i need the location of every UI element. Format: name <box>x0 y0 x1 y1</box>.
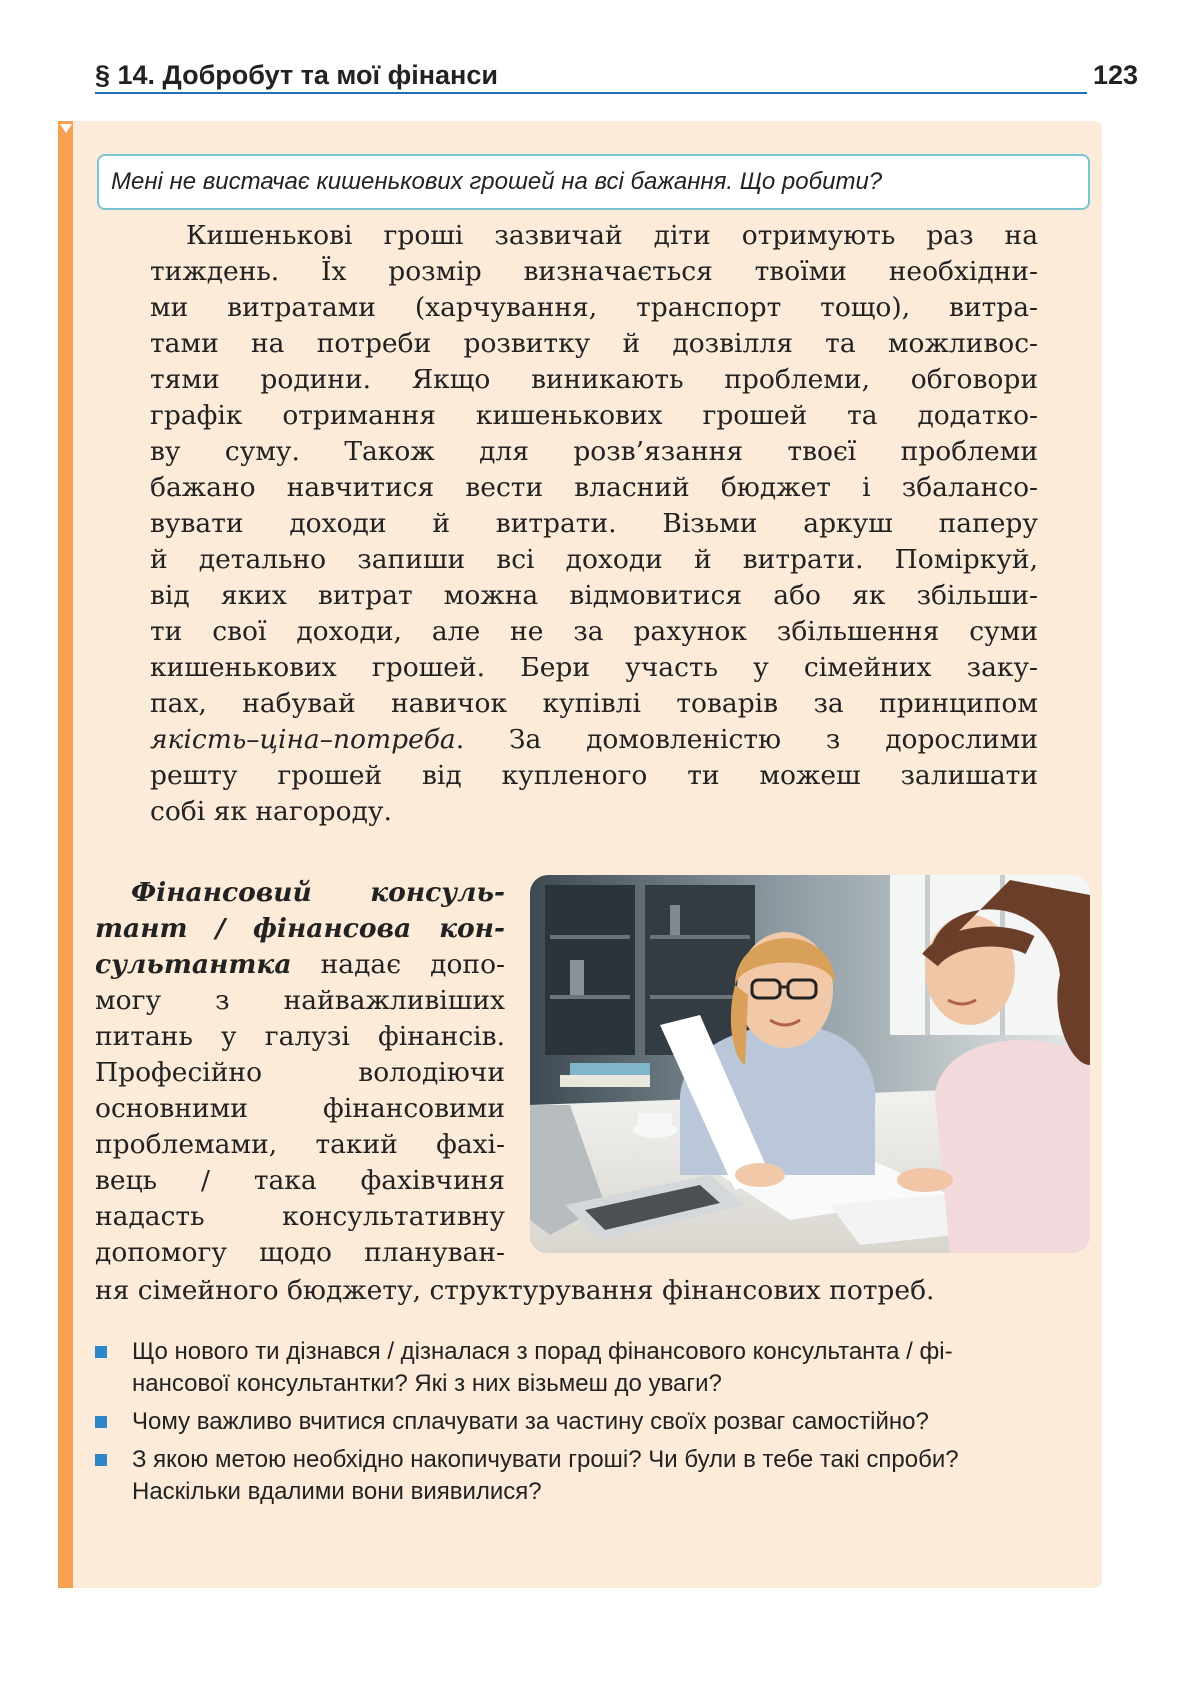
page-header <box>95 56 1138 96</box>
consultant-line: допомогу щодо плануван- <box>95 1237 505 1268</box>
body-line: кишенькових грошей. Бери участь у сімейних заку- <box>150 652 1038 683</box>
body-line: від яких витрат можна відмовитися або як збільши- <box>150 580 1038 611</box>
consultation-photo <box>530 875 1090 1253</box>
question-item <box>95 1336 1095 1400</box>
consultant-text: надає допо- <box>291 949 505 980</box>
consultant-line: проблемами, такий фахі- <box>95 1129 505 1160</box>
body-line: пах, набувай навичок купівлі товарів за принципом <box>150 688 1038 719</box>
consultant-line: основними фінансовими <box>95 1093 505 1124</box>
consultant-line: вець / така фахівчиня <box>95 1165 505 1196</box>
body-line: ми витратами (харчування, транспорт тощо), витра- <box>150 292 1038 323</box>
consultant-line: Професійно володіючи <box>95 1057 505 1088</box>
consultant-line: надасть консультативну <box>95 1201 505 1232</box>
panel-corner-marker <box>60 124 72 133</box>
square-bullet-icon <box>95 1346 107 1358</box>
question-item <box>95 1406 1095 1438</box>
body-line <box>150 722 1038 758</box>
question-line: Чому важливо вчитися сплачувати за частину своїх розваг самостійно? <box>132 1408 929 1435</box>
body-line: Кишенькові гроші зазвичай діти отримують раз на <box>186 220 1038 251</box>
consultant-term: Фінансовий консуль- <box>131 877 505 908</box>
square-bullet-icon <box>95 1416 107 1428</box>
body-line: графік отримання кишенькових грошей та додатко- <box>150 400 1038 431</box>
body-line: вувати доходи й витрати. Візьми аркуш паперу <box>150 508 1038 539</box>
consultant-term: сультантка <box>95 949 292 980</box>
question-line: Що нового ти дізнався / дізналася з порад фінансового консультанта / фі- <box>132 1338 953 1365</box>
body-line: решту грошей від купленого ти можеш залишати <box>150 760 1038 791</box>
body-line: бажано навчитися вести власний бюджет і збалансо- <box>150 472 1038 503</box>
square-bullet-icon <box>95 1454 107 1466</box>
consultant-paragraph <box>95 875 505 1271</box>
review-questions <box>95 1336 1095 1514</box>
consultant-line <box>95 947 505 983</box>
question-item <box>95 1444 1095 1508</box>
consultant-line: питань у галузі фінансів. <box>95 1021 505 1052</box>
page-number: 123 <box>1092 60 1138 90</box>
body-line: тиждень. Їх розмір визначається твоїми необхідни- <box>150 256 1038 287</box>
answer-paragraph <box>150 218 1038 830</box>
question-text: Мені не вистачає кишенькових грошей на всі бажання. Що робити? <box>111 168 883 195</box>
chapter-title: § 14. Добробут та мої фінанси <box>95 60 498 90</box>
body-line: й детально запиши всі доходи й витрати. Поміркуй, <box>150 544 1038 575</box>
header-rule <box>95 92 1087 94</box>
body-line: собі як нагороду. <box>150 796 392 827</box>
body-line: ти свої доходи, але не за рахунок збільшення суми <box>150 616 1038 647</box>
body-line: тами на потреби розвитку й дозвілля та можливос- <box>150 328 1038 359</box>
panel-accent-stripe <box>58 121 73 1588</box>
body-line: ву суму. Також для розв’язання твоєї проблеми <box>150 436 1038 467</box>
consultant-last-line: ня сімейного бюджету, структурування фінансових потреб. <box>95 1275 935 1306</box>
consultant-term: тант / фінансова кон- <box>95 913 505 944</box>
question-line: З якою метою необхідно накопичувати гроші? Чи були в тебе такі спроби? <box>132 1446 959 1473</box>
body-line: тями родини. Якщо виникають проблеми, обговори <box>150 364 1038 395</box>
consultant-line <box>95 875 505 911</box>
question-line: Наскільки вдалими вони виявилися? <box>132 1478 542 1505</box>
consultant-line: могу з найважливіших <box>95 985 505 1016</box>
consultant-line <box>95 911 505 947</box>
body-line-continuation: . За домовленістю з дорослими <box>455 724 1038 755</box>
question-line: нансової консультантки? Які з них візьмеш до уваги? <box>132 1370 722 1397</box>
italic-principle: якість–ціна–потреба <box>150 724 456 755</box>
question-box <box>97 154 1090 210</box>
